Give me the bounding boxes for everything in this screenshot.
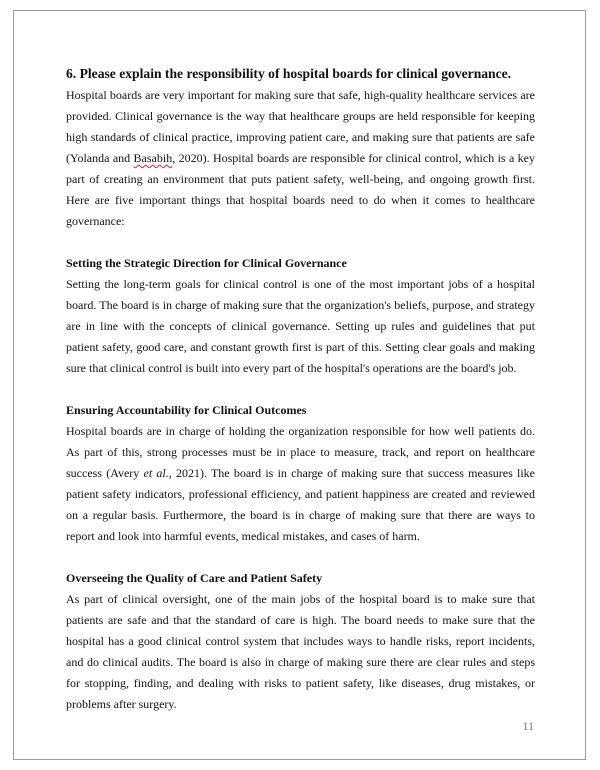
section-accountability	[66, 400, 535, 547]
section-text-part-2: , 2021). The board is in charge of making sure that success measures like patient safety indicators, professional efficiency, and patient happiness are created and reviewed on a regular basis. Furthermore, the board is in charge of making sure that there are ways to report and look into harmful events, medical mistakes, and cases of harm.	[66, 466, 535, 543]
spellcheck-flagged-word[interactable]: Basabih	[133, 151, 173, 165]
intro-text-part-2: , 2020). Hospital boards are responsible for clinical control, which is a key part of creating an environment that puts patient safety, well-being, and ongoing growth first. Here are five important things that hospital boards need to do when it comes to healthcare governance:	[66, 151, 535, 228]
document-body	[66, 64, 535, 715]
section-text-part-1: Hospital boards are in charge of holding the organization responsible for how well patients do. As part of this, strong processes must be in place to measure, track, and report on healthcare success (Avery	[66, 424, 535, 480]
section-paragraph	[66, 421, 535, 547]
section-paragraph: Setting the long-term goals for clinical control is one of the most important jobs of a hospital board. The board is in charge of making sure that the organization's beliefs, purpose, and strategy are in line with the concepts of clinical governance. Setting up rules and guidelines that put patient safety, good care, and constant growth first is part of this. Setting clear goals and making sure that clinical control is built into every part of the hospital's operations are the board's job.	[66, 277, 535, 375]
et-al-italic: et al.	[143, 466, 169, 480]
page-number: 11	[522, 719, 534, 733]
section-strategic-direction	[66, 253, 535, 379]
section-quality-safety	[66, 568, 535, 715]
section-heading: Ensuring Accountability for Clinical Outcomes	[66, 403, 307, 417]
section-heading: Setting the Strategic Direction for Clinical Governance	[66, 256, 347, 270]
question-title: 6. Please explain the responsibility of hospital boards for clinical governance.	[66, 66, 512, 81]
intro-text-part-1: Hospital boards are very important for making sure that safe, high-quality healthcare services are provided. Clinical governance is the way that healthcare groups are held responsible for keeping high standards of clinical practice, improving patient care, and making sure that patients are safe (Yolanda and	[66, 88, 535, 165]
intro-paragraph	[66, 85, 535, 232]
section-heading: Overseeing the Quality of Care and Patient Safety	[66, 571, 323, 585]
section-paragraph: As part of clinical oversight, one of the main jobs of the hospital board is to make sure that patients are safe and that the standard of care is high. The board needs to make sure that the hospital has a good clinical control system that includes ways to handle risks, report incidents, and do clinical audits. The board is also in charge of making sure there are clear rules and steps for stopping, finding, and dealing with risks to patient safety, like diseases, drug mistakes, or problems after surgery.	[66, 592, 535, 711]
